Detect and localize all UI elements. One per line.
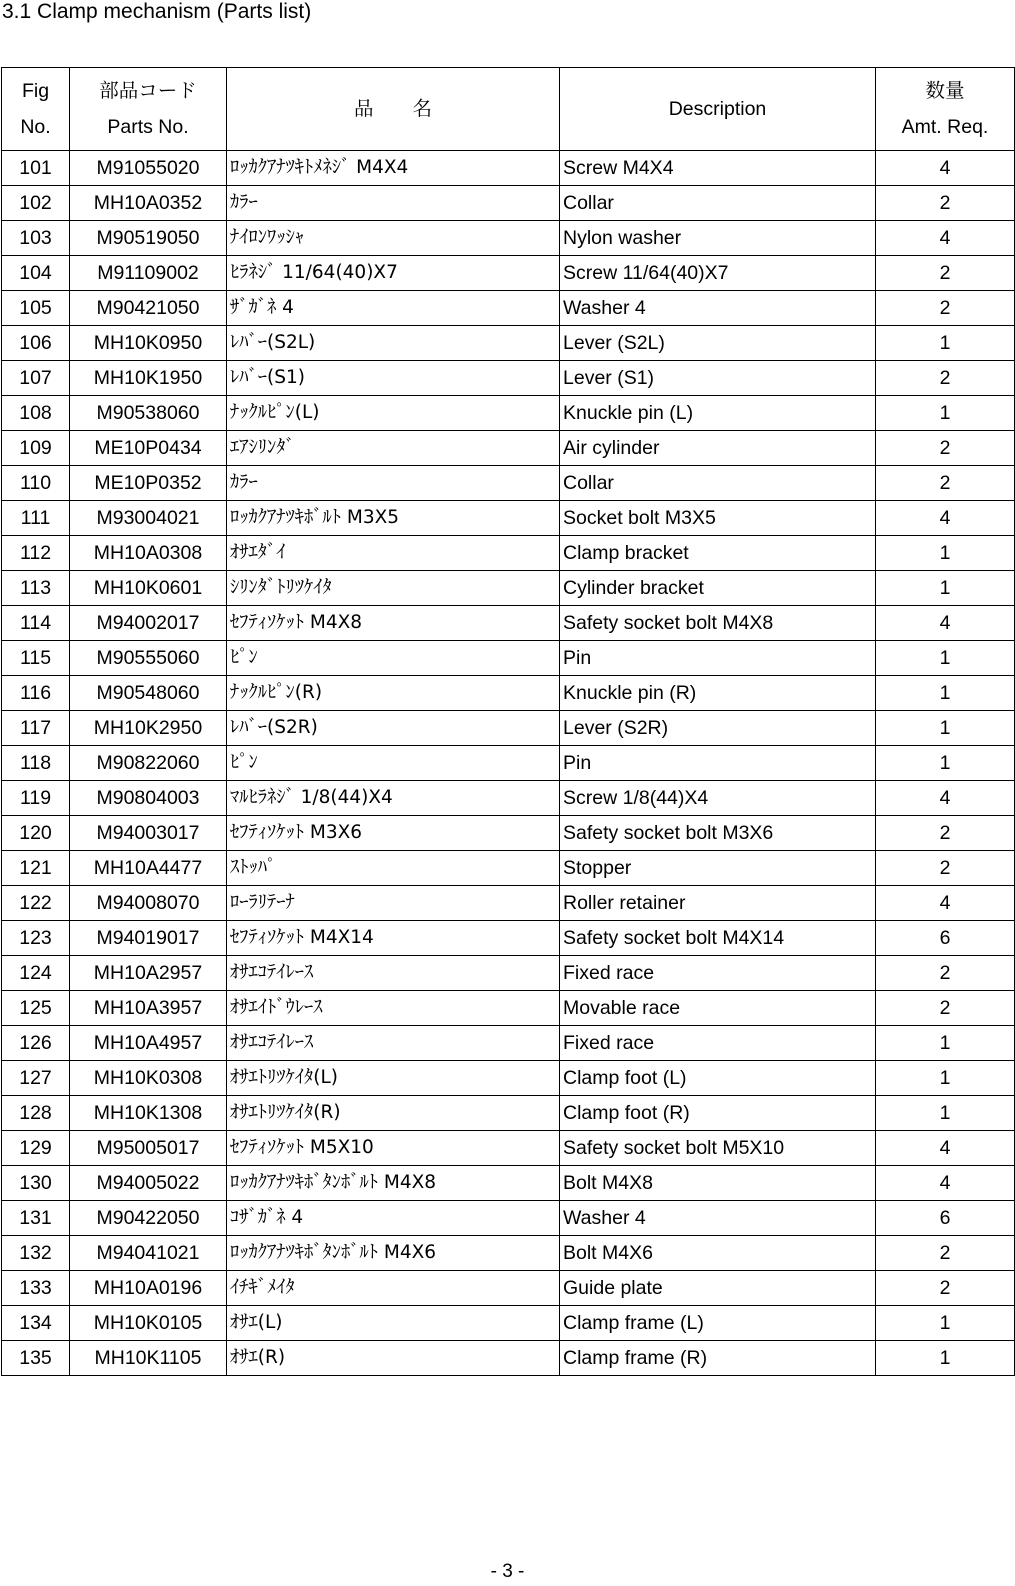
table-row xyxy=(2,431,1015,466)
cell-description: Fixed race xyxy=(560,956,876,991)
cell-fig: 102 xyxy=(2,186,70,221)
cell-quantity: 2 xyxy=(876,361,1015,396)
cell-description: Pin xyxy=(560,641,876,676)
cell-part-no: M90519050 xyxy=(70,221,227,256)
table-row xyxy=(2,746,1015,781)
table-row xyxy=(2,851,1015,886)
cell-description: Guide plate xyxy=(560,1271,876,1306)
cell-fig: 123 xyxy=(2,921,70,956)
cell-fig: 109 xyxy=(2,431,70,466)
table-row xyxy=(2,1341,1015,1376)
cell-part-no: M91109002 xyxy=(70,256,227,291)
cell-description: Washer 4 xyxy=(560,291,876,326)
cell-name-jp: ｾﾌﾃｨｿｹｯﾄ M4X8 xyxy=(227,606,560,641)
cell-fig: 104 xyxy=(2,256,70,291)
cell-part-no: MH10A0196 xyxy=(70,1271,227,1306)
cell-name-jp: ﾅｲﾛﾝﾜｯｼｬ xyxy=(227,221,560,256)
cell-part-no: M90548060 xyxy=(70,676,227,711)
cell-fig: 110 xyxy=(2,466,70,501)
table-row xyxy=(2,606,1015,641)
cell-fig: 131 xyxy=(2,1201,70,1236)
table-row xyxy=(2,991,1015,1026)
cell-quantity: 4 xyxy=(876,1166,1015,1201)
cell-fig: 107 xyxy=(2,361,70,396)
cell-description: Screw M4X4 xyxy=(560,151,876,186)
cell-description: Fixed race xyxy=(560,1026,876,1061)
cell-description: Nylon washer xyxy=(560,221,876,256)
cell-part-no: M95005017 xyxy=(70,1131,227,1166)
table-row xyxy=(2,1096,1015,1131)
parts-table xyxy=(1,67,1015,1376)
table-row xyxy=(2,886,1015,921)
table-row xyxy=(2,1131,1015,1166)
table-row xyxy=(2,1236,1015,1271)
cell-quantity: 2 xyxy=(876,956,1015,991)
cell-name-jp: ﾛｯｶｸｱﾅﾂｷﾎﾞﾙﾄ M3X5 xyxy=(227,501,560,536)
cell-part-no: M90555060 xyxy=(70,641,227,676)
header-parts-no xyxy=(70,68,227,151)
cell-fig: 121 xyxy=(2,851,70,886)
cell-part-no: MH10A0352 xyxy=(70,186,227,221)
cell-name-jp: ﾛｯｶｸｱﾅﾂｷﾄﾒﾈｼﾞ M4X4 xyxy=(227,151,560,186)
cell-fig: 125 xyxy=(2,991,70,1026)
header-name-jp: 品 名 xyxy=(227,68,560,151)
cell-name-jp: ﾅｯｸﾙﾋﾟﾝ(L) xyxy=(227,396,560,431)
cell-quantity: 1 xyxy=(876,1096,1015,1131)
parts-table-body xyxy=(2,151,1015,1376)
cell-quantity: 2 xyxy=(876,1236,1015,1271)
cell-description: Movable race xyxy=(560,991,876,1026)
cell-part-no: M94041021 xyxy=(70,1236,227,1271)
cell-name-jp: ﾚﾊﾞｰ(S2L) xyxy=(227,326,560,361)
cell-name-jp: ｵｻｴｺﾃｲﾚｰｽ xyxy=(227,1026,560,1061)
cell-name-jp: ﾏﾙﾋﾗﾈｼﾞ 1/8(44)X4 xyxy=(227,781,560,816)
cell-quantity: 2 xyxy=(876,1271,1015,1306)
table-row xyxy=(2,361,1015,396)
cell-part-no: M90422050 xyxy=(70,1201,227,1236)
cell-part-no: M94002017 xyxy=(70,606,227,641)
cell-part-no: M90421050 xyxy=(70,291,227,326)
cell-fig: 120 xyxy=(2,816,70,851)
cell-description: Safety socket bolt M4X8 xyxy=(560,606,876,641)
table-row xyxy=(2,1026,1015,1061)
header-description: Description xyxy=(560,68,876,151)
cell-name-jp: ｾﾌﾃｨｿｹｯﾄ M5X10 xyxy=(227,1131,560,1166)
cell-part-no: MH10K0308 xyxy=(70,1061,227,1096)
cell-quantity: 4 xyxy=(876,501,1015,536)
table-row xyxy=(2,781,1015,816)
cell-name-jp: ｾﾌﾃｨｿｹｯﾄ M4X14 xyxy=(227,921,560,956)
cell-part-no: M94008070 xyxy=(70,886,227,921)
header-fig-line1: Fig xyxy=(21,80,50,102)
cell-description: Screw 1/8(44)X4 xyxy=(560,781,876,816)
cell-fig: 122 xyxy=(2,886,70,921)
cell-part-no: MH10K0601 xyxy=(70,571,227,606)
cell-name-jp: ﾅｯｸﾙﾋﾟﾝ(R) xyxy=(227,676,560,711)
cell-quantity: 1 xyxy=(876,676,1015,711)
cell-fig: 103 xyxy=(2,221,70,256)
cell-part-no: M94019017 xyxy=(70,921,227,956)
cell-fig: 116 xyxy=(2,676,70,711)
cell-description: Bolt M4X6 xyxy=(560,1236,876,1271)
table-row xyxy=(2,921,1015,956)
cell-name-jp: ｽﾄｯﾊﾟ xyxy=(227,851,560,886)
cell-quantity: 1 xyxy=(876,746,1015,781)
cell-description: Screw 11/64(40)X7 xyxy=(560,256,876,291)
cell-name-jp: ﾋﾗﾈｼﾞ 11/64(40)X7 xyxy=(227,256,560,291)
cell-name-jp: ｵｻｴﾄﾘﾂｹｲﾀ(L) xyxy=(227,1061,560,1096)
cell-description: Lever (S1) xyxy=(560,361,876,396)
table-row xyxy=(2,1271,1015,1306)
cell-part-no: MH10K0950 xyxy=(70,326,227,361)
cell-fig: 101 xyxy=(2,151,70,186)
cell-description: Lever (S2R) xyxy=(560,711,876,746)
cell-description: Pin xyxy=(560,746,876,781)
cell-description: Knuckle pin (L) xyxy=(560,396,876,431)
cell-quantity: 4 xyxy=(876,1131,1015,1166)
cell-fig: 134 xyxy=(2,1306,70,1341)
header-parts-line2: Parts No. xyxy=(107,116,189,138)
cell-fig: 130 xyxy=(2,1166,70,1201)
table-row xyxy=(2,1061,1015,1096)
cell-quantity: 2 xyxy=(876,851,1015,886)
cell-name-jp: ｼﾘﾝﾀﾞﾄﾘﾂｹｲﾀ xyxy=(227,571,560,606)
cell-name-jp: ﾚﾊﾞｰ(S1) xyxy=(227,361,560,396)
cell-description: Cylinder bracket xyxy=(560,571,876,606)
cell-part-no: M90822060 xyxy=(70,746,227,781)
cell-fig: 129 xyxy=(2,1131,70,1166)
cell-quantity: 1 xyxy=(876,326,1015,361)
cell-description: Clamp foot (R) xyxy=(560,1096,876,1131)
cell-name-jp: ﾛｯｶｸｱﾅﾂｷﾎﾞﾀﾝﾎﾞﾙﾄ M4X8 xyxy=(227,1166,560,1201)
cell-part-no: MH10K1950 xyxy=(70,361,227,396)
cell-quantity: 6 xyxy=(876,1201,1015,1236)
header-amount-line1: 数量 xyxy=(925,80,965,102)
cell-description: Clamp frame (R) xyxy=(560,1341,876,1376)
cell-part-no: M90804003 xyxy=(70,781,227,816)
cell-quantity: 1 xyxy=(876,1061,1015,1096)
cell-description: Clamp foot (L) xyxy=(560,1061,876,1096)
cell-part-no: MH10K2950 xyxy=(70,711,227,746)
table-row xyxy=(2,1306,1015,1341)
cell-quantity: 6 xyxy=(876,921,1015,956)
table-row xyxy=(2,1166,1015,1201)
table-row xyxy=(2,501,1015,536)
cell-description: Air cylinder xyxy=(560,431,876,466)
table-row xyxy=(2,676,1015,711)
cell-quantity: 1 xyxy=(876,396,1015,431)
header-parts-line1: 部品コード xyxy=(99,80,197,102)
table-row xyxy=(2,816,1015,851)
cell-name-jp: ｾﾌﾃｨｿｹｯﾄ M3X6 xyxy=(227,816,560,851)
cell-quantity: 1 xyxy=(876,571,1015,606)
cell-name-jp: ｵｻｴｲﾄﾞｳﾚｰｽ xyxy=(227,991,560,1026)
cell-name-jp: ｵｻｴ(L) xyxy=(227,1306,560,1341)
cell-part-no: MH10A3957 xyxy=(70,991,227,1026)
cell-name-jp: ｻﾞｶﾞﾈ 4 xyxy=(227,291,560,326)
cell-quantity: 1 xyxy=(876,1026,1015,1061)
cell-name-jp: ﾋﾟﾝ xyxy=(227,641,560,676)
header-fig-no xyxy=(2,68,70,151)
cell-quantity: 2 xyxy=(876,256,1015,291)
cell-description: Bolt M4X8 xyxy=(560,1166,876,1201)
cell-description: Collar xyxy=(560,466,876,501)
cell-name-jp: ｺｻﾞｶﾞﾈ 4 xyxy=(227,1201,560,1236)
cell-description: Stopper xyxy=(560,851,876,886)
cell-name-jp: ｶﾗｰ xyxy=(227,186,560,221)
table-row xyxy=(2,571,1015,606)
cell-part-no: M93004021 xyxy=(70,501,227,536)
table-row xyxy=(2,1201,1015,1236)
cell-part-no: MH10K1308 xyxy=(70,1096,227,1131)
cell-fig: 127 xyxy=(2,1061,70,1096)
cell-part-no: M94005022 xyxy=(70,1166,227,1201)
cell-quantity: 1 xyxy=(876,641,1015,676)
cell-name-jp: ｵｻｴﾀﾞｲ xyxy=(227,536,560,571)
cell-part-no: MH10K0105 xyxy=(70,1306,227,1341)
cell-description: Socket bolt M3X5 xyxy=(560,501,876,536)
cell-name-jp: ﾋﾟﾝ xyxy=(227,746,560,781)
cell-name-jp: ｵｻｴ(R) xyxy=(227,1341,560,1376)
table-row xyxy=(2,151,1015,186)
table-row xyxy=(2,256,1015,291)
cell-description: Knuckle pin (R) xyxy=(560,676,876,711)
cell-fig: 118 xyxy=(2,746,70,781)
cell-description: Washer 4 xyxy=(560,1201,876,1236)
cell-quantity: 2 xyxy=(876,466,1015,501)
cell-quantity: 2 xyxy=(876,816,1015,851)
parts-table-header xyxy=(2,68,1015,151)
cell-fig: 132 xyxy=(2,1236,70,1271)
cell-part-no: MH10A4477 xyxy=(70,851,227,886)
cell-fig: 126 xyxy=(2,1026,70,1061)
cell-fig: 105 xyxy=(2,291,70,326)
cell-name-jp: ﾚﾊﾞｰ(S2R) xyxy=(227,711,560,746)
cell-fig: 108 xyxy=(2,396,70,431)
cell-name-jp: ｵｻｴｺﾃｲﾚｰｽ xyxy=(227,956,560,991)
cell-quantity: 2 xyxy=(876,431,1015,466)
cell-fig: 133 xyxy=(2,1271,70,1306)
cell-name-jp: ﾛｰﾗﾘﾃｰﾅ xyxy=(227,886,560,921)
cell-name-jp: ｶﾗｰ xyxy=(227,466,560,501)
table-row xyxy=(2,466,1015,501)
cell-quantity: 4 xyxy=(876,886,1015,921)
cell-fig: 106 xyxy=(2,326,70,361)
cell-quantity: 1 xyxy=(876,1341,1015,1376)
cell-fig: 115 xyxy=(2,641,70,676)
cell-description: Clamp frame (L) xyxy=(560,1306,876,1341)
table-row xyxy=(2,536,1015,571)
cell-quantity: 2 xyxy=(876,991,1015,1026)
table-row xyxy=(2,291,1015,326)
table-row xyxy=(2,641,1015,676)
cell-quantity: 4 xyxy=(876,221,1015,256)
cell-fig: 135 xyxy=(2,1341,70,1376)
page-number: - 3 - xyxy=(490,1561,525,1582)
table-row xyxy=(2,326,1015,361)
cell-description: Roller retainer xyxy=(560,886,876,921)
cell-fig: 119 xyxy=(2,781,70,816)
table-row xyxy=(2,956,1015,991)
cell-fig: 124 xyxy=(2,956,70,991)
cell-description: Safety socket bolt M4X14 xyxy=(560,921,876,956)
cell-fig: 111 xyxy=(2,501,70,536)
cell-part-no: MH10K1105 xyxy=(70,1341,227,1376)
cell-quantity: 2 xyxy=(876,186,1015,221)
cell-quantity: 1 xyxy=(876,1306,1015,1341)
cell-part-no: M94003017 xyxy=(70,816,227,851)
cell-fig: 113 xyxy=(2,571,70,606)
cell-name-jp: ﾛｯｶｸｱﾅﾂｷﾎﾞﾀﾝﾎﾞﾙﾄ M4X6 xyxy=(227,1236,560,1271)
cell-quantity: 2 xyxy=(876,291,1015,326)
cell-part-no: ME10P0434 xyxy=(70,431,227,466)
cell-description: Lever (S2L) xyxy=(560,326,876,361)
cell-part-no: M90538060 xyxy=(70,396,227,431)
cell-fig: 112 xyxy=(2,536,70,571)
cell-name-jp: ｵｻｴﾄﾘﾂｹｲﾀ(R) xyxy=(227,1096,560,1131)
cell-quantity: 4 xyxy=(876,606,1015,641)
cell-quantity: 4 xyxy=(876,151,1015,186)
cell-description: Safety socket bolt M5X10 xyxy=(560,1131,876,1166)
cell-fig: 114 xyxy=(2,606,70,641)
cell-quantity: 1 xyxy=(876,536,1015,571)
cell-description: Clamp bracket xyxy=(560,536,876,571)
cell-part-no: M91055020 xyxy=(70,151,227,186)
cell-fig: 117 xyxy=(2,711,70,746)
table-row xyxy=(2,396,1015,431)
cell-part-no: MH10A0308 xyxy=(70,536,227,571)
cell-fig: 128 xyxy=(2,1096,70,1131)
cell-description: Collar xyxy=(560,186,876,221)
table-row xyxy=(2,221,1015,256)
cell-part-no: MH10A2957 xyxy=(70,956,227,991)
header-amount xyxy=(876,68,1015,151)
cell-description: Safety socket bolt M3X6 xyxy=(560,816,876,851)
table-row xyxy=(2,186,1015,221)
page-title: 3.1 Clamp mechanism (Parts list) xyxy=(2,0,312,23)
table-row xyxy=(2,711,1015,746)
header-fig-line2: No. xyxy=(20,116,51,138)
cell-name-jp: ｲﾁｷﾞﾒｲﾀ xyxy=(227,1271,560,1306)
cell-part-no: ME10P0352 xyxy=(70,466,227,501)
cell-quantity: 4 xyxy=(876,781,1015,816)
cell-part-no: MH10A4957 xyxy=(70,1026,227,1061)
cell-quantity: 1 xyxy=(876,711,1015,746)
cell-name-jp: ｴｱｼﾘﾝﾀﾞ xyxy=(227,431,560,466)
header-amount-line2: Amt. Req. xyxy=(901,116,989,138)
